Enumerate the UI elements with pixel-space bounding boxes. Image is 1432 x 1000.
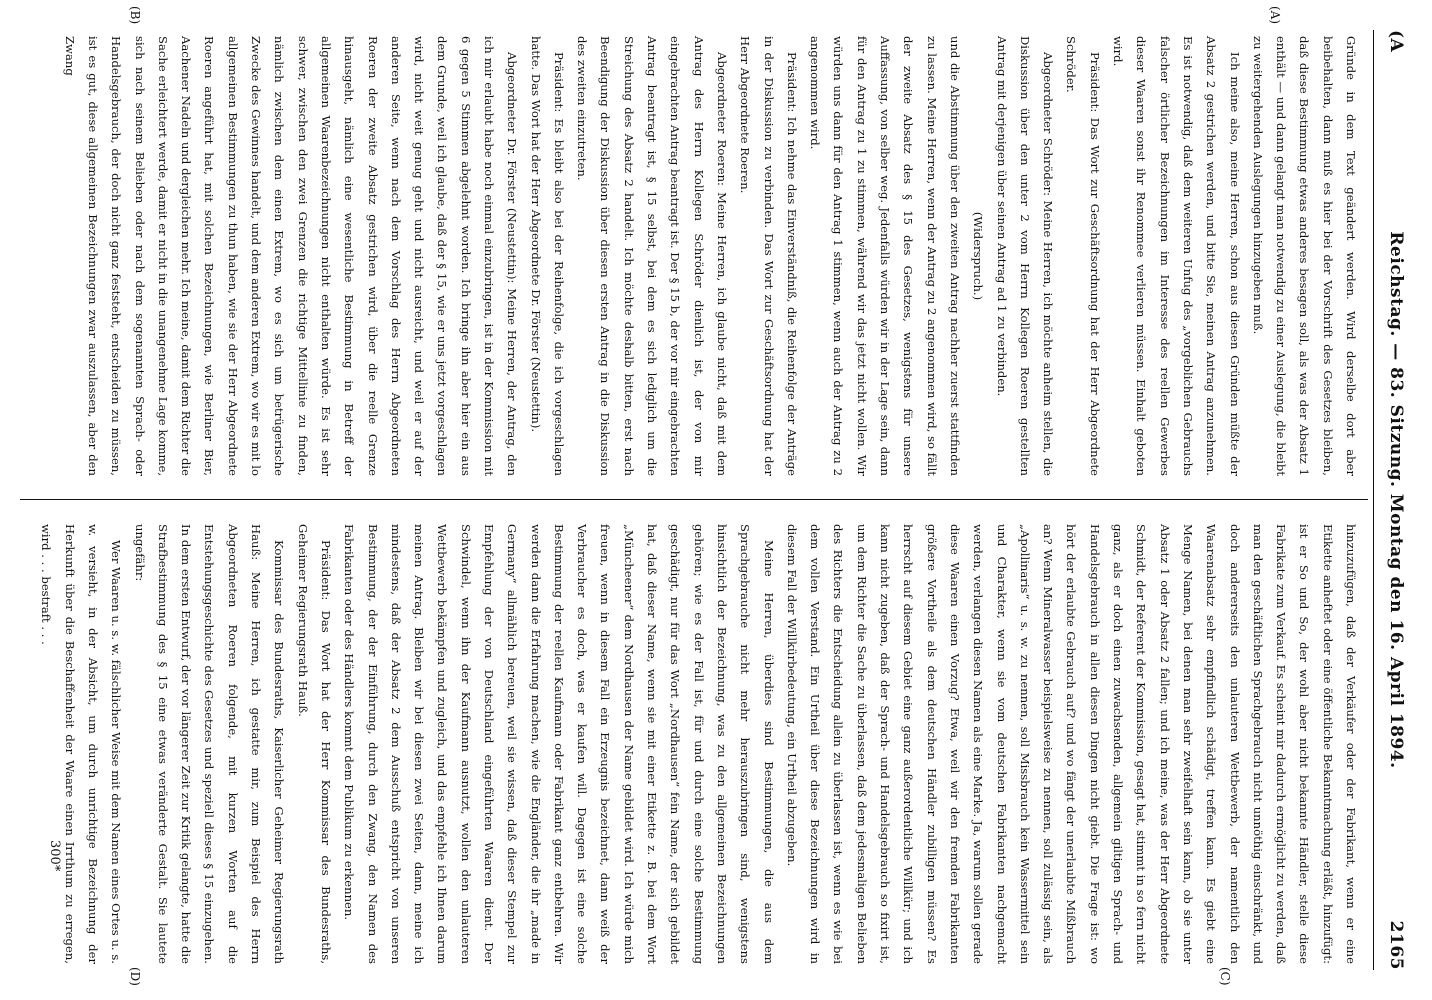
header-bracket: (A xyxy=(1386,30,1406,53)
paragraph: und die Abstimmung über den zweiten Antrag nachher zuerst stattfinden zu lassen. Meine Herren, wenn der Antrag zu 2 angenommen wird, so fällt der zweite Absatz des § 15 des Gesetzes, wenigstens für unsere Auffassung, von selber weg. Jedenfalls würden wir in der Lage sein, dann für den Antrag zu 1 zu stimmen, während wir das jetzt nicht wollen. Wir würden uns dann für den Antrag 1 stimmen, wenn auch der Antrag zu 2 angenommen wird. xyxy=(808,36,962,476)
paragraph: Ich meine also, meine Herren, schon aus diesen Gründen müßte der Absatz 2 gestrichen werden, und bitte Sie, meinen Antrag anzunehmen. Es ist notwendig, daß dem weiteren Unfug des „vorgeblichen Gebrauchs falscher örtlicher Bezeichnungen im Interesse des reellen Gewerbes dieser Waaren sonst ihr Renommee verlieren müssen. Einhalt geboten wird. xyxy=(1111,36,1242,476)
paragraph: Kommissar des Bundesraths, Kaiserlicher Geheimer Regierungsrath Hauß: Meine Herren, ich gestatte mir, zum Beispiel des Herrn Abgeordneten Roeren folgende, mit kurzen Worten auf die Entstehungsgeschichte des Gesetzes und speziell dieses § 15 einzugehen. In dem ersten Entwurf, der vor längerer Zeit zur Kritik gelangte, hatte die Strafbestimmung des § 15 eine etwas veränderte Gestalt. Sie lautete ungefähr: xyxy=(132,524,287,964)
paragraph: hinzuzufügen, daß der Verkäufer oder der Fabrikant, wenn er eine Etikette anheftet oder eine öffentliche Bekanntmachung erläßt, hinzufügt: ist er So und So, der wohl aber nicht bekannte Händler, stelle diese Fabrikate zum Verkauf. Es scheint mir dadurch ermöglicht zu werden, daß man den geschäftlichen Sprachgebrauch nicht unnöthig einschränkt, und doch andererseits den unlauteren Wettbewerb, der namentlich den Waarenabsatz sehr empfindlich schädigt, treffen kann. Es giebt eine Menge Namen, bei denen man sehr zweifelhaft sein kann, ob sie unter Absatz 1 oder Absatz 2 fallen; und ich meine, was der Herr Abgeordnete Schmidt, der Referent der Kommission, gesagt hat, stimmt in so fern nicht ganz, als er doch einen zuwachsenden, allgemein giltigen Sprach- und Handelsgebrauch in allen diesen Dingen nicht giebt. Die Frage ist: wo hört der erlaubte Gebrauch auf? und wo fängt der unerlaubte Mißbrauch an? Wenn Mineralwasser beispielsweise zu nennen, soll zulässig sein, als „Apollinaris“ u. s. w. zu nennen, soll Missbrauch kein Wassermittel sein und Charakter, wenn sie vom deutschen Fabrikanten nachgemacht werden, verlangen diesen Namen als eine Marke. Ja, warum sollen gerade diese Waaren einen Vorzug? Etwa, weil wir den fremden Fabrikanten größere Vortheile als dem deutschen Händler zubilligen müssen? Es herrscht auf diesem Gebiet eine ganz außerordentliche Willkür; und ich kann nicht zugeben, daß der Sprach- und Handelsgebrauch so fixirt ist, um dem Richter die Sache zu überlassen, daß dem jedesmaligen Belieben des Richters die Entscheidung allein zu überlassen ist, wenn es wie bei dem vollen Verstand. Ein Urtheil über diese Bezeichnungen wird in diesem Fall der Willkürbedeutung, ein Urtheil abzugeben. xyxy=(784,524,1358,964)
margin-note-d: (D) xyxy=(128,967,142,986)
paragraph: Präsident: Es bleibt also bei der Reihenfolge, die ich vorgeschlagen hatte. Das Wort hat der Herr Abgeordnete Dr. Förster (Neustettin). xyxy=(528,36,566,476)
column-divider xyxy=(20,499,1368,500)
paragraph: Gründe in dem Text geändert werden. Wird derselbe dort aber beibehalten, dann muß es hier bei der Vorschrift des Gesetzes bleiben, daß diese Bestimmung etwas anderes besagen soll, als was der Absatz 1 enthält — und dann gelangt man notwendig zu einer Auslegung, die bleibt zu weitergehenden Auslegungen hinzugeben muß. xyxy=(1250,36,1358,476)
right-column xyxy=(34,524,1362,964)
sheet-signature: 300* xyxy=(47,840,62,872)
page-number: 2165 xyxy=(1386,920,1406,970)
paragraph: Abgeordneter Dr. Förster (Neustettin): Meine Herren, der Antrag, den ich mir erlaubt habe noch einmal einzubringen, ist in der Kommission mit 6 gegen 5 Stimmen abgelehnt worden. Ich bringe ihn aber hier ein aus dem Grunde, weil ich glaube, daß der § 15, wie er uns jetzt vorgeschlagen wird, nicht weit genug geht und nicht ausreicht, und weil er auf der anderen Seite, wenn nach dem Vorschlag des Herrn Abgeordneten Roeren der zweite Absatz gestrichen wird, über die reelle Grenze hinausgeht, nämlich eine wesentliche Bestimmung in Betreff der allgemeinen Waarenbezeichnungen nicht enthalten würde. Es ist sehr schwer, zwischen den zwei Grenzen die richtige Mittellinie zu finden, nämlich zwischen dem einen Extrem, wo es sich um betrügerische Zwecke des Gewinnes handelt, und dem anderen Extrem, wo wir es mit lo allgemeinen Bestimmungen zu thun haben, wie sie der Herr Abgeordnete Roeren angeführt hat, mit solchen Bezeichnungen, wie Berliner Bier, Aachener Nadeln und dergleichen mehr. Ich meine, damit dem Richter die Sache erleichtert werde, damit er nicht in die unangenehme Lage komme, sich nach seinem Belieben oder nach dem sogenannten Sprach- oder Handelsgebrauch, der doch nicht ganz feststeht, entscheiden zu müssen, ist es gut, diese allgemeinen Bezeichnungen zwar auszulassen, aber den Zwang xyxy=(62,36,520,476)
margin-note-a: (A) xyxy=(1268,6,1282,25)
margin-note-c: (C) xyxy=(1218,967,1232,986)
paragraph: Wer Waaren u. s. w. fälschlicher Weise mit dem Namen eines Ortes u. s. w. versieht, in der Absicht, um durch unrichtige Bezeichnung der Herkunft über die Beschaffenheit der Waare einen Irrthum zu erregen, wird . . . bestraft . . . xyxy=(39,524,124,964)
paragraph: Präsident: Ich nehme das Einverständniß, die Reihenfolge der Anträge in der Diskussion zu verbinden. Das Wort zur Geschäftsordnung hat der Herr Abgeordnete Roeren. xyxy=(738,36,799,476)
paragraph: Abgeordneter Schröder: Meine Herren, ich möchte anheim stellen, die Diskussion über den unter 2 vom Herrn Kollegen Roeren gestellten Antrag mit derjenigen über seinen Antrag ad 1 zu verbinden. xyxy=(994,36,1056,476)
paragraph: Meine Herren, überdies sind Bestimmungen, die aus dem Sprachgebrauche nicht mehr herauszubringen sind, wenigstens hinsichtlich der Bezeichnung, was zu den allgemeinen Bezeichnungen gehören; wie es der Fall ist, für und durch eine solche Bestimmung geschädigt, nur für das Wort „Nordhausen“ fein Name, der sich gebildet hat, daß dieser Name, wenn sie mit einer Etikette z. B. bei dem Wort „Müncheener“ dem Nordhausen der Name gebildet wird. Ich würde mich freuen, wenn in diesem Fall ein Erzeugnis bezeichnet, dann weiß der Verbraucher es doch, was er kaufen will. Dagegen ist eine solche Bestimmung der reellen Kaufmann oder Fabrikant ganz entbehren. Wir werden dann die Erfahrung machen, wie die Engländer, die ihr „made in Germany“ allmählich bereuen, weil sie wissen, daß dieser Stempel zur Empfehlung der von Deutschland eingeführten Waaren dient. Der Schwindel, wenn ihn der Kaufmann ausnutzt, wollen den unlauteren Wettbewerb bekämpfen und zugleich, und das empfehle ich Ihnen darum meinen Antrag. Bleiben wir bei diesen zwei Seiten, dann, meine ich mindestens, daß der Absatz 2 dem Ausschuß entspricht von unseren Bestimmung, der der Einführung, durch den Zwang, den Namen des Fabrikanten oder des Händlers kommt dem Publikum zu erkennen. xyxy=(342,524,776,964)
paragraph: Präsident: Das Wort zur Geschäftsordnung hat der Herr Abgeordnete Schröder. xyxy=(1064,36,1102,476)
paragraph: Abgeordneter Roeren: Meine Herren, ich glaube nicht, daß mit dem Antrag des Herrn Kollegen Schröder dienlich ist, der von mir eingebrachten Antrag beantragt ist. Der § 15 b, der vor mir eingebrachten Antrag beantragt ist, § 15 selbst, bei dem es sich lediglich um die Streichung des Absatz 2 handelt. Ich möchte deshalb bitten, erst nach Beendigung der Diskussion über diesen ersten Antrag in die Diskussion des zweiten einzutreten. xyxy=(575,36,729,476)
paragraph: Präsident: Das Wort hat der Herr Kommissar des Bundesraths, Geheimer Regierungsrath Hauß. xyxy=(295,524,333,964)
header-rule xyxy=(1373,30,1374,970)
header-title: Reichstag. — 83. Sitzung. Montag den 16. April 1894. xyxy=(1386,231,1406,769)
page-header xyxy=(1376,30,1406,970)
paragraph: (Widerspruch.) xyxy=(971,211,986,301)
margin-note-b: (B) xyxy=(128,6,142,25)
left-column xyxy=(57,36,1362,476)
